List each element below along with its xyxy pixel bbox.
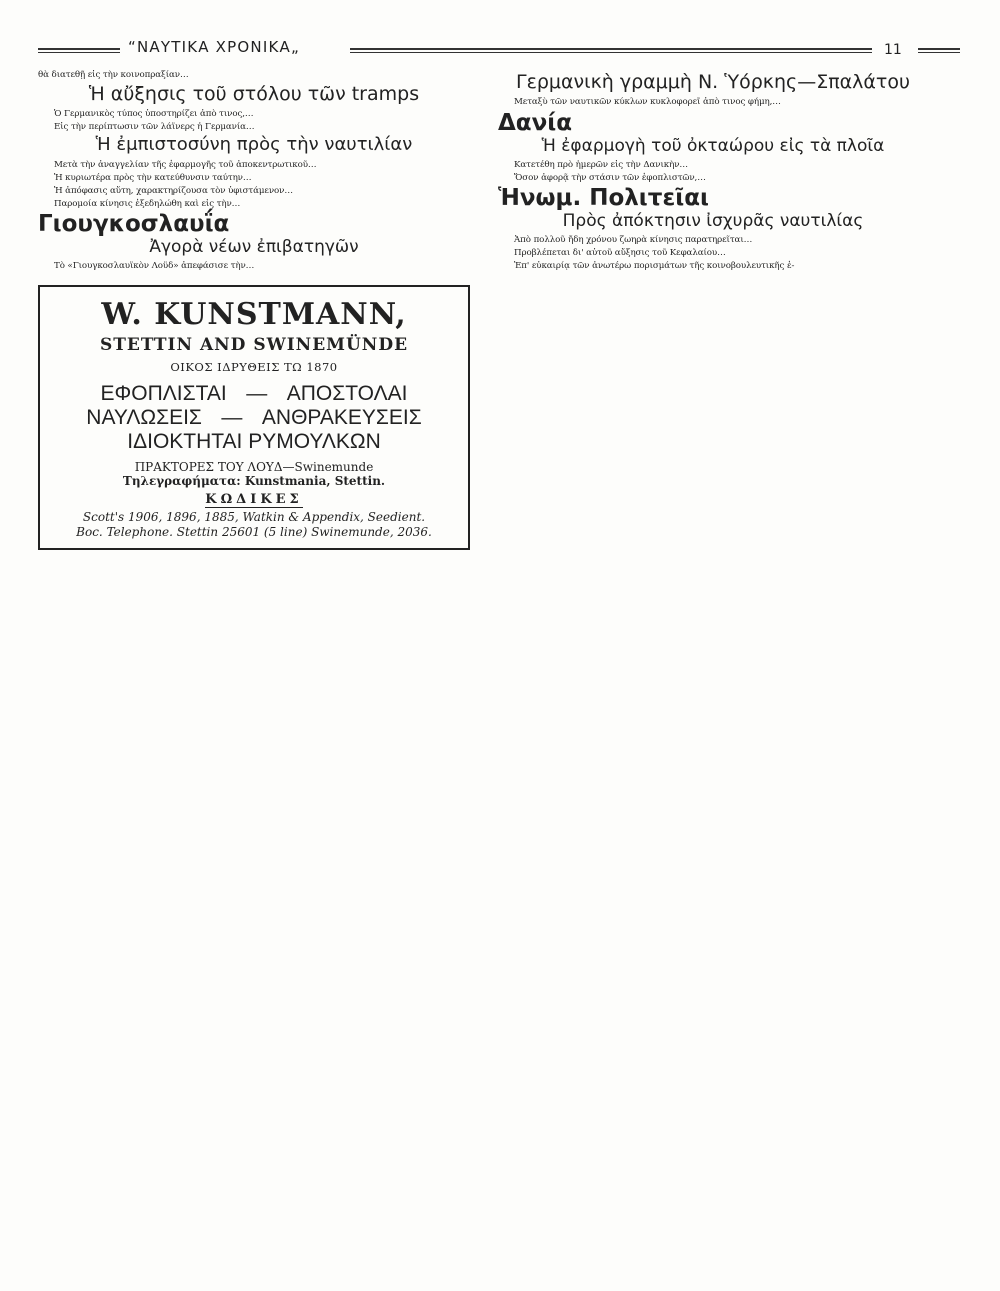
article-paragraph: Ἀπὸ πολλοῦ ἤδη χρόνου ζωηρὰ κίνησις παρατηρεῖται… <box>514 235 753 246</box>
country-heading-united-states: Ἡνωμ. Πολιτεῖαι <box>498 185 709 212</box>
article-heading-strong-shipping: Πρὸς ἀπόκτησιν ἰσχυρᾶς ναυτιλίας <box>562 211 864 232</box>
ad-services-row-2: ΝΑΥΛΩΣΕΙΣ — ΑΝΘΡΑΚΕΥΣΕΙΣ <box>86 406 422 429</box>
article-heading-trust: Ἡ ἐμπιστοσύνη πρὸς τὴν ναυτιλίαν <box>95 134 413 156</box>
ad-agents: ΠΡΑΚΤΟΡΕΣ ΤΟΥ ΛΟΥΔ—Swinemunde <box>134 460 374 474</box>
right-column <box>498 70 928 1277</box>
article-paragraph: Παρομοία κίνησις ἐξεδηλώθη καὶ εἰς τὴν… <box>54 198 241 209</box>
article-paragraph: Ἡ κυριωτέρα πρὸς τὴν κατεύθυνσιν ταύτην… <box>54 173 252 183</box>
article-paragraph: Μετὰ τὴν ἀναγγελίαν τῆς ἐφαρμογῆς τοῦ ἀποκεντρωτικοῦ… <box>54 160 317 171</box>
ad-telegraph: Τηλεγραφήματα: Kunstmania, Stettin. <box>122 474 386 488</box>
article-paragraph: Τὸ «Γιουγκοσλαυϊκὸν Λοϋδ» ἀπεφάσισε τὴν… <box>54 261 255 272</box>
left-column <box>38 70 470 1277</box>
ad-brand: W. KUNSTMANN, <box>101 297 407 332</box>
page-number: 11 <box>884 42 902 58</box>
kunstmann-advertisement <box>38 285 470 550</box>
article-paragraph: Μεταξὺ τῶν ναυτικῶν κύκλων κυκλοφορεῖ ἀπὸ τινος φήμη,… <box>514 97 781 107</box>
ad-services-row-3: ΙΔΙΟΚΤΗΤΑΙ ΡΥΜΟΥΛΚΩΝ <box>127 430 381 453</box>
article-paragraph: Ἡ ἀπόφασις αὕτη, χαρακτηρίζουσα τὸν ὑφιστάμενον… <box>54 185 293 196</box>
header-rule-middle <box>350 48 872 53</box>
article-paragraph: Κατετέθη πρὸ ἡμερῶν εἰς τὴν Δανικὴν… <box>514 159 688 170</box>
ad-codes-list: Scott's 1906, 1896, 1885, Watkin & Appendix, Seedient. <box>82 510 426 524</box>
ad-established: ΟΙΚΟΣ ΙΔΡΥΘΕΙΣ ΤΩ 1870 <box>170 360 338 374</box>
country-heading-denmark: Δανία <box>498 109 573 136</box>
continuation-paragraph: θὰ διατεθῇ εἰς τὴν κοινοπραξίαν… <box>38 70 189 80</box>
article-paragraph: Προβλέπεται δι' αὐτοῦ αὔξησις τοῦ Κεφαλαίου… <box>514 248 726 258</box>
publication-title: “ΝΑΥΤΙΚΑ ΧΡΟΝΙΚΑ„ <box>128 38 300 56</box>
article-paragraph: Ὁ Γερμανικὸς τύπος ὑποστηρίζει ἀπὸ τινος,… <box>54 108 254 119</box>
country-heading-yugoslavia: Γιουγκοσλαυΐα <box>38 211 230 238</box>
article-heading-german-line: Γερμανικὴ γραμμὴ Ν. Ὑόρκης—Σπαλάτου <box>516 71 910 93</box>
ad-telephone: Boc. Telephone. Stettin 25601 (5 line) Swinemunde, 2036. <box>76 525 432 539</box>
header-rule-left <box>38 48 120 53</box>
article-paragraph: Ὅσον ἀφορᾷ τὴν στάσιν τῶν ἐφοπλιστῶν,… <box>514 172 706 183</box>
article-paragraph: Εἰς τὴν περίπτωσιν τῶν λάϊνερς ἡ Γερμανία… <box>54 121 255 132</box>
article-heading-new-passenger: Ἀγορὰ νέων ἐπιβατηγῶν <box>149 237 359 258</box>
header-rule-right <box>918 48 960 53</box>
article-heading-eight-hour: Ἡ ἐφαρμογὴ τοῦ ὀκταώρου εἰς τὰ πλοῖα <box>541 135 885 156</box>
ad-services-row-1: ΕΦΟΠΛΙΣΤΑΙ — ΑΠΟΣΤΟΛΑΙ <box>100 382 408 405</box>
article-paragraph: Ἐπ' εὐκαιρίᾳ τῶν ἀνωτέρω πορισμάτων τῆς κοινοβουλευτικῆς ἐ- <box>514 260 795 271</box>
article-heading-tramps: Ἡ αὔξησις τοῦ στόλου τῶν tramps <box>88 82 420 105</box>
ad-codes-heading: ΚΩΔΙΚΕΣ <box>205 492 303 507</box>
page-header <box>38 38 960 64</box>
ad-locations: STETTIN AND SWINEMÜNDE <box>99 335 409 355</box>
